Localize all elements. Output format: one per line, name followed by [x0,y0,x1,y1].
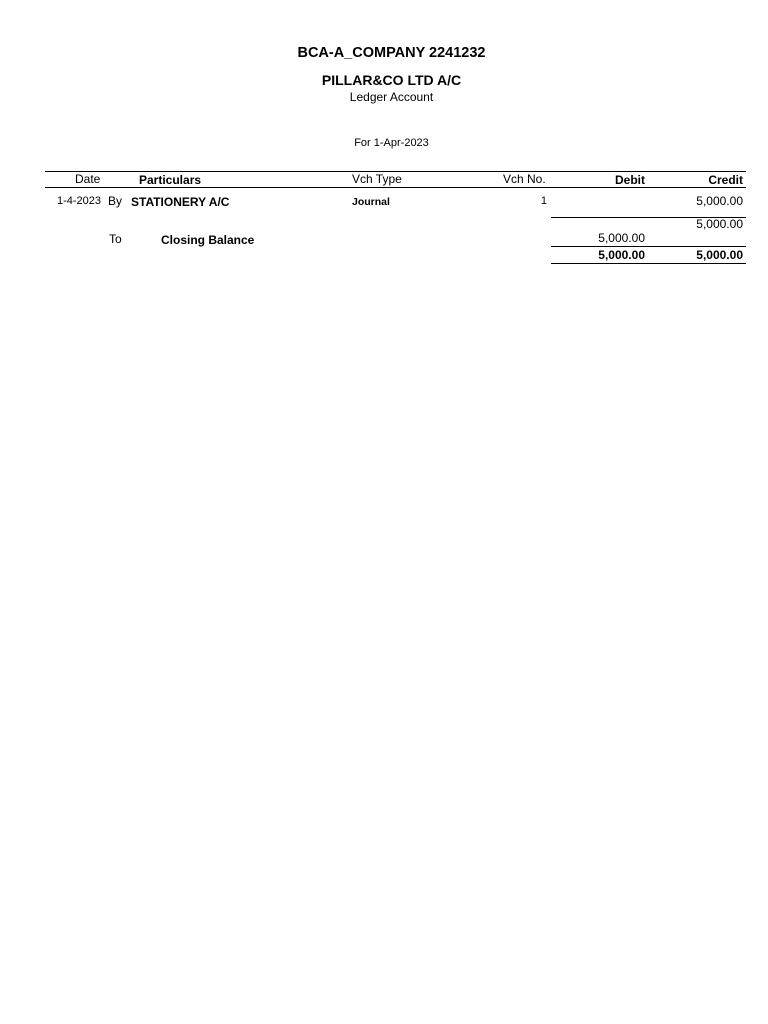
totals-bottom-rule [551,263,746,264]
totals-top-rule [551,246,746,247]
entry-date: 1-4-2023 [57,195,102,207]
column-vch-no: Vch No. [503,172,546,186]
entry-particulars: STATIONERY A/C [131,195,230,209]
total-credit: 5,000.00 [696,248,743,262]
header-bottom-rule [45,187,746,188]
entry-vch-type: Journal [352,196,390,208]
entry-vch-no: 1 [540,195,547,207]
closing-label: Closing Balance [161,233,255,247]
column-vch-type: Vch Type [352,172,402,186]
total-debit: 5,000.00 [598,248,645,262]
report-period: For 1-Apr-2023 [354,137,429,149]
company-name: BCA-A_COMPANY 2241232 [297,45,486,61]
closing-direction: To [109,232,122,246]
column-credit: Credit [708,173,743,187]
column-date: Date [75,172,101,186]
entry-credit: 5,000.00 [696,194,743,208]
column-debit: Debit [615,173,645,187]
entry-direction: By [108,194,123,208]
report-type: Ledger Account [349,90,434,104]
column-particulars: Particulars [139,173,202,187]
closing-debit: 5,000.00 [598,231,645,245]
ledger-name: PILLAR&CO LTD A/C [321,72,462,88]
subtotal-credit: 5,000.00 [696,217,743,231]
